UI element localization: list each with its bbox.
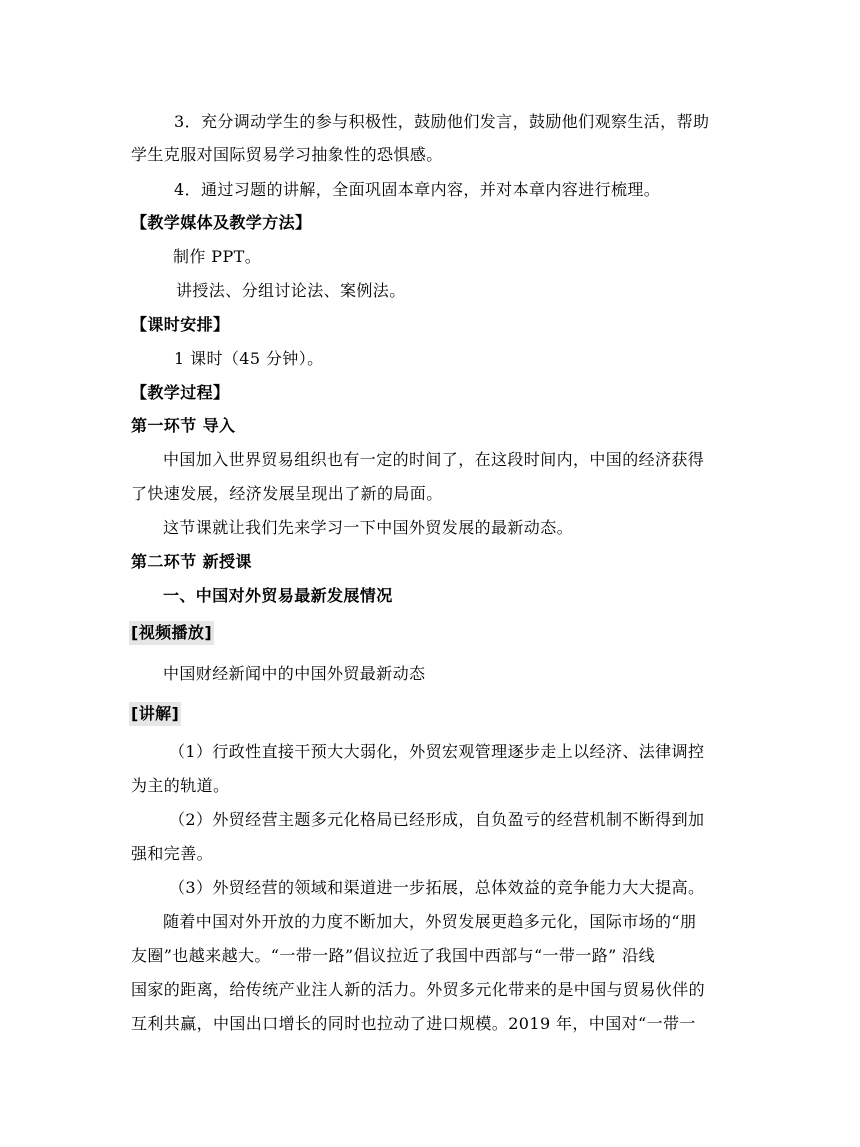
schedule-duration: 1 课时（45 分钟）。	[174, 349, 324, 368]
point-1-line-2: 为主的轨道。	[131, 776, 230, 795]
media-ppt: 制作 PPT。	[173, 247, 262, 266]
point-3: （3）外贸经营的领域和渠道进一步拓展，总体效益的竞争能力大大提高。	[169, 878, 705, 897]
section-2-title: 第二环节 新授课	[131, 552, 252, 571]
objective-4: 4．通过习题的讲解，全面巩固本章内容，并对本章内容进行梳理。	[174, 180, 661, 199]
subsection-1-title: 一、中国对外贸易最新发展情况	[163, 586, 393, 605]
heading-process: 【教学过程】	[131, 383, 230, 402]
video-description: 中国财经新闻中的中国外贸最新动态	[163, 664, 426, 683]
intro-paragraph-line-1: 中国加入世界贸易组织也有一定的时间了，在这段时间内，中国的经济获得	[163, 450, 705, 469]
objective-3-line-1: 3．充分调动学生的参与积极性，鼓励他们发言，鼓励他们观察生活，帮助	[174, 112, 710, 131]
teaching-methods: 讲授法、分组讨论法、案例法。	[176, 281, 406, 300]
intro-paragraph-line-2: 了快速发展，经济发展呈现出了新的局面。	[131, 484, 443, 503]
body-paragraph-line-1: 随着中国对外开放的力度不断加大，外贸发展更趋多元化，国际市场的“朋	[163, 912, 697, 931]
objective-3-line-2: 学生克服对国际贸易学习抽象性的恐惧感。	[131, 145, 443, 164]
intro-paragraph-2: 这节课就让我们先来学习一下中国外贸发展的最新动态。	[163, 518, 574, 537]
heading-media-methods: 【教学媒体及教学方法】	[131, 213, 312, 232]
body-paragraph-line-2: 友圈”也越来越大。“一带一路”倡议拉近了我国中西部与“一带一路” 沿线	[131, 946, 655, 965]
body-paragraph-line-4: 互利共赢，中国出口增长的同时也拉动了进口规模。2019 年，中国对“一带一	[131, 1014, 696, 1033]
point-2-line-1: （2）外贸经营主题多元化格局已经形成，自负盈亏的经营机制不断得到加	[169, 810, 705, 829]
point-1-line-1: （1）行政性直接干预大大弱化，外贸宏观管理逐步走上以经济、法律调控	[169, 742, 705, 761]
explanation-label: [讲解]	[129, 702, 181, 726]
point-2-line-2: 强和完善。	[131, 844, 214, 863]
heading-schedule: 【课时安排】	[131, 315, 230, 334]
section-1-title: 第一环节 导入	[131, 416, 236, 435]
body-paragraph-line-3: 国家的距离，给传统产业注人新的活力。外贸多元化带来的是中国与贸易伙伴的	[131, 980, 706, 999]
video-label: [视频播放]	[129, 621, 214, 645]
